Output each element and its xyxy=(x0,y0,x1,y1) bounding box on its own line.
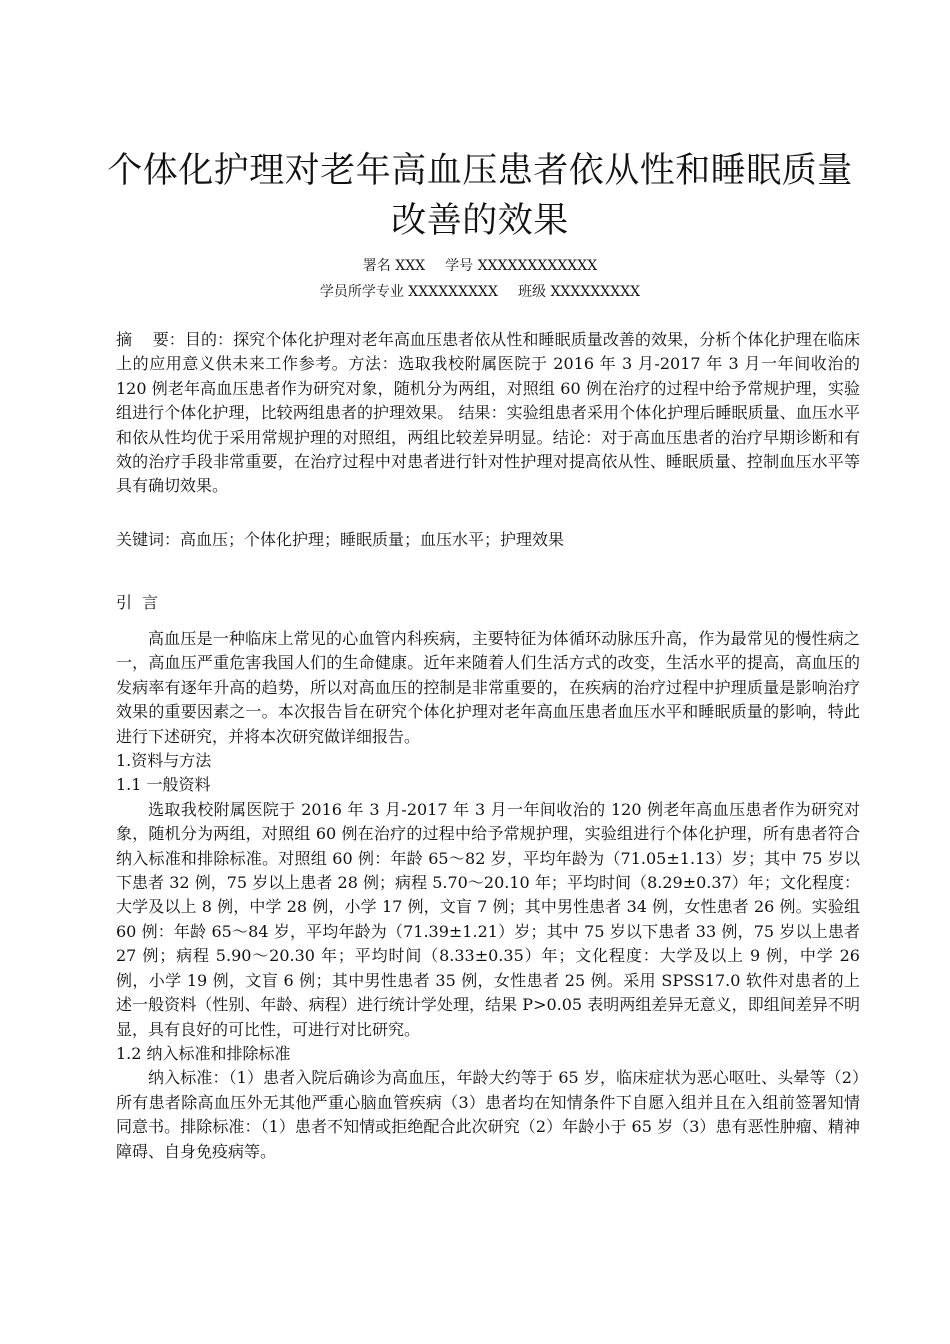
abstract-label: 摘 要： xyxy=(116,330,185,349)
intro-paragraph: 高血压是一种临床上常见的心血管内科疾病，主要特征为体循环动脉压升高，作为最常见的慢性病之一，高血压严重危害我国人们的生命健康。近年来随着人们生活方式的改变，生活水平的提高，高血压的发病率有逐年升高的趋势，所以对高血压的控制是非常重要的，在疾病的治疗过程中护理质量是影响治疗效果的重要因素之一。本次报告旨在研究个体化护理对老年高血压患者血压水平和睡眠质量的影响，特此进行下述研究，并将本次研究做详细报告。 xyxy=(116,629,860,746)
section-1-2-heading: 1.2 纳入标准和排除标准 xyxy=(116,1043,291,1063)
abstract xyxy=(116,328,860,499)
keywords xyxy=(116,528,860,552)
section-1-2-paragraph: 纳入标准：（1）患者入院后确诊为高血压，年龄大约等于 65 岁，临床症状为恶心呕吐、头晕等（2）所有患者除高血压外无其他严重心脑血管疾病（3）患者均在知情条件下自愿入组并且在入组前签署知情同意书。排除标准：（1）患者不知情或拒绝配合此次研究（2）年龄小于 65 岁（3）患有恶性肿瘤、精神障碍、自身免疫病等。 xyxy=(116,1068,860,1161)
keywords-label: 关键词： xyxy=(116,530,181,549)
abstract-text: 目的：探究个体化护理对老年高血压患者依从性和睡眠质量改善的效果，分析个体化护理在临床上的应用意义供未来工作参考。方法：选取我校附属医院于 2016 年 3 月-2017 年 3 月一年间收治的 120 例老年高血压患者作为研究对象，随机分为两组，对照组 60 例在治疗的过程中给予常规护理，实验组进行个体化护理，比较两组患者的护理效果。 结果：实验组患者采用个体化护理后睡眠质量、血压水平和依从性均优于采用常规护理的对照组，两组比较差异明显。结论：对于高血压患者的治疗早期诊断和有效的治疗手段非常重要，在治疗过程中对患者进行针对性护理对提高依从性、睡眠质量、控制血压水平等具有确切效果。 xyxy=(116,330,860,496)
intro-heading: 引 言 xyxy=(116,593,159,612)
keywords-text: 高血压；个体化护理；睡眠质量；血压水平；护理效果 xyxy=(180,530,565,549)
author-line xyxy=(100,256,860,276)
class-name: 班级 XXXXXXXXX xyxy=(518,284,641,300)
paper-title xyxy=(100,146,860,246)
section-1-heading: 1.资料与方法 xyxy=(116,751,212,771)
title-line-1: 个体化护理对老年高血压患者依从性和睡眠质量 xyxy=(107,151,853,191)
major: 学员所学专业 XXXXXXXXX xyxy=(319,284,498,300)
section-1-1-paragraph: 选取我校附属医院于 2016 年 3 月-2017 年 3 月一年间收治的 120 例老年高血压患者作为研究对象，随机分为两组，对照组 60 例在治疗的过程中给予常规护理，实验组进行个体化护理，所有患者符合纳入标准和排除标准。对照组 60 例：年龄 65～82 岁，平均年龄为（71.05±1.13）岁；其中 75 岁以下患者 32 例，75 岁以上患者 28 例；病程 5.70～20.10 年；平均时间（8.29±0.37）年；文化程度：大学及以上 8 例，中学 28 例，小学 17 例，文盲 7 例；其中男性患者 34 例，女性患者 26 例。实验组 60 例：年龄 65～84 岁，平均年龄为（71.39±1.21）岁；其中 75 岁以下患者 33 例，75 岁以上患者 27 例；病程 5.90～20.30 年；平均时间（8.33±0.35）年；文化程度：大学及以上 9 例，中学 26 例，小学 19 例，文盲 6 例；其中男性患者 35 例，女性患者 25 例。采用 SPSS17.0 软件对患者的上述一般资料（性别、年龄、病程）进行统计学处理，结果 P>0.05 表明两组差异无意义，即组间差异不明显，具有良好的可比性，可进行对比研究。 xyxy=(116,799,860,1039)
section-1-1-heading: 1.1 一般资料 xyxy=(116,775,211,795)
student-id: 学号 XXXXXXXXXXXX xyxy=(445,258,598,274)
intro-section xyxy=(116,627,860,1164)
author-name: 署名 XXX xyxy=(362,258,426,274)
affiliation-line xyxy=(100,282,860,302)
title-line-2: 改善的效果 xyxy=(391,201,569,241)
